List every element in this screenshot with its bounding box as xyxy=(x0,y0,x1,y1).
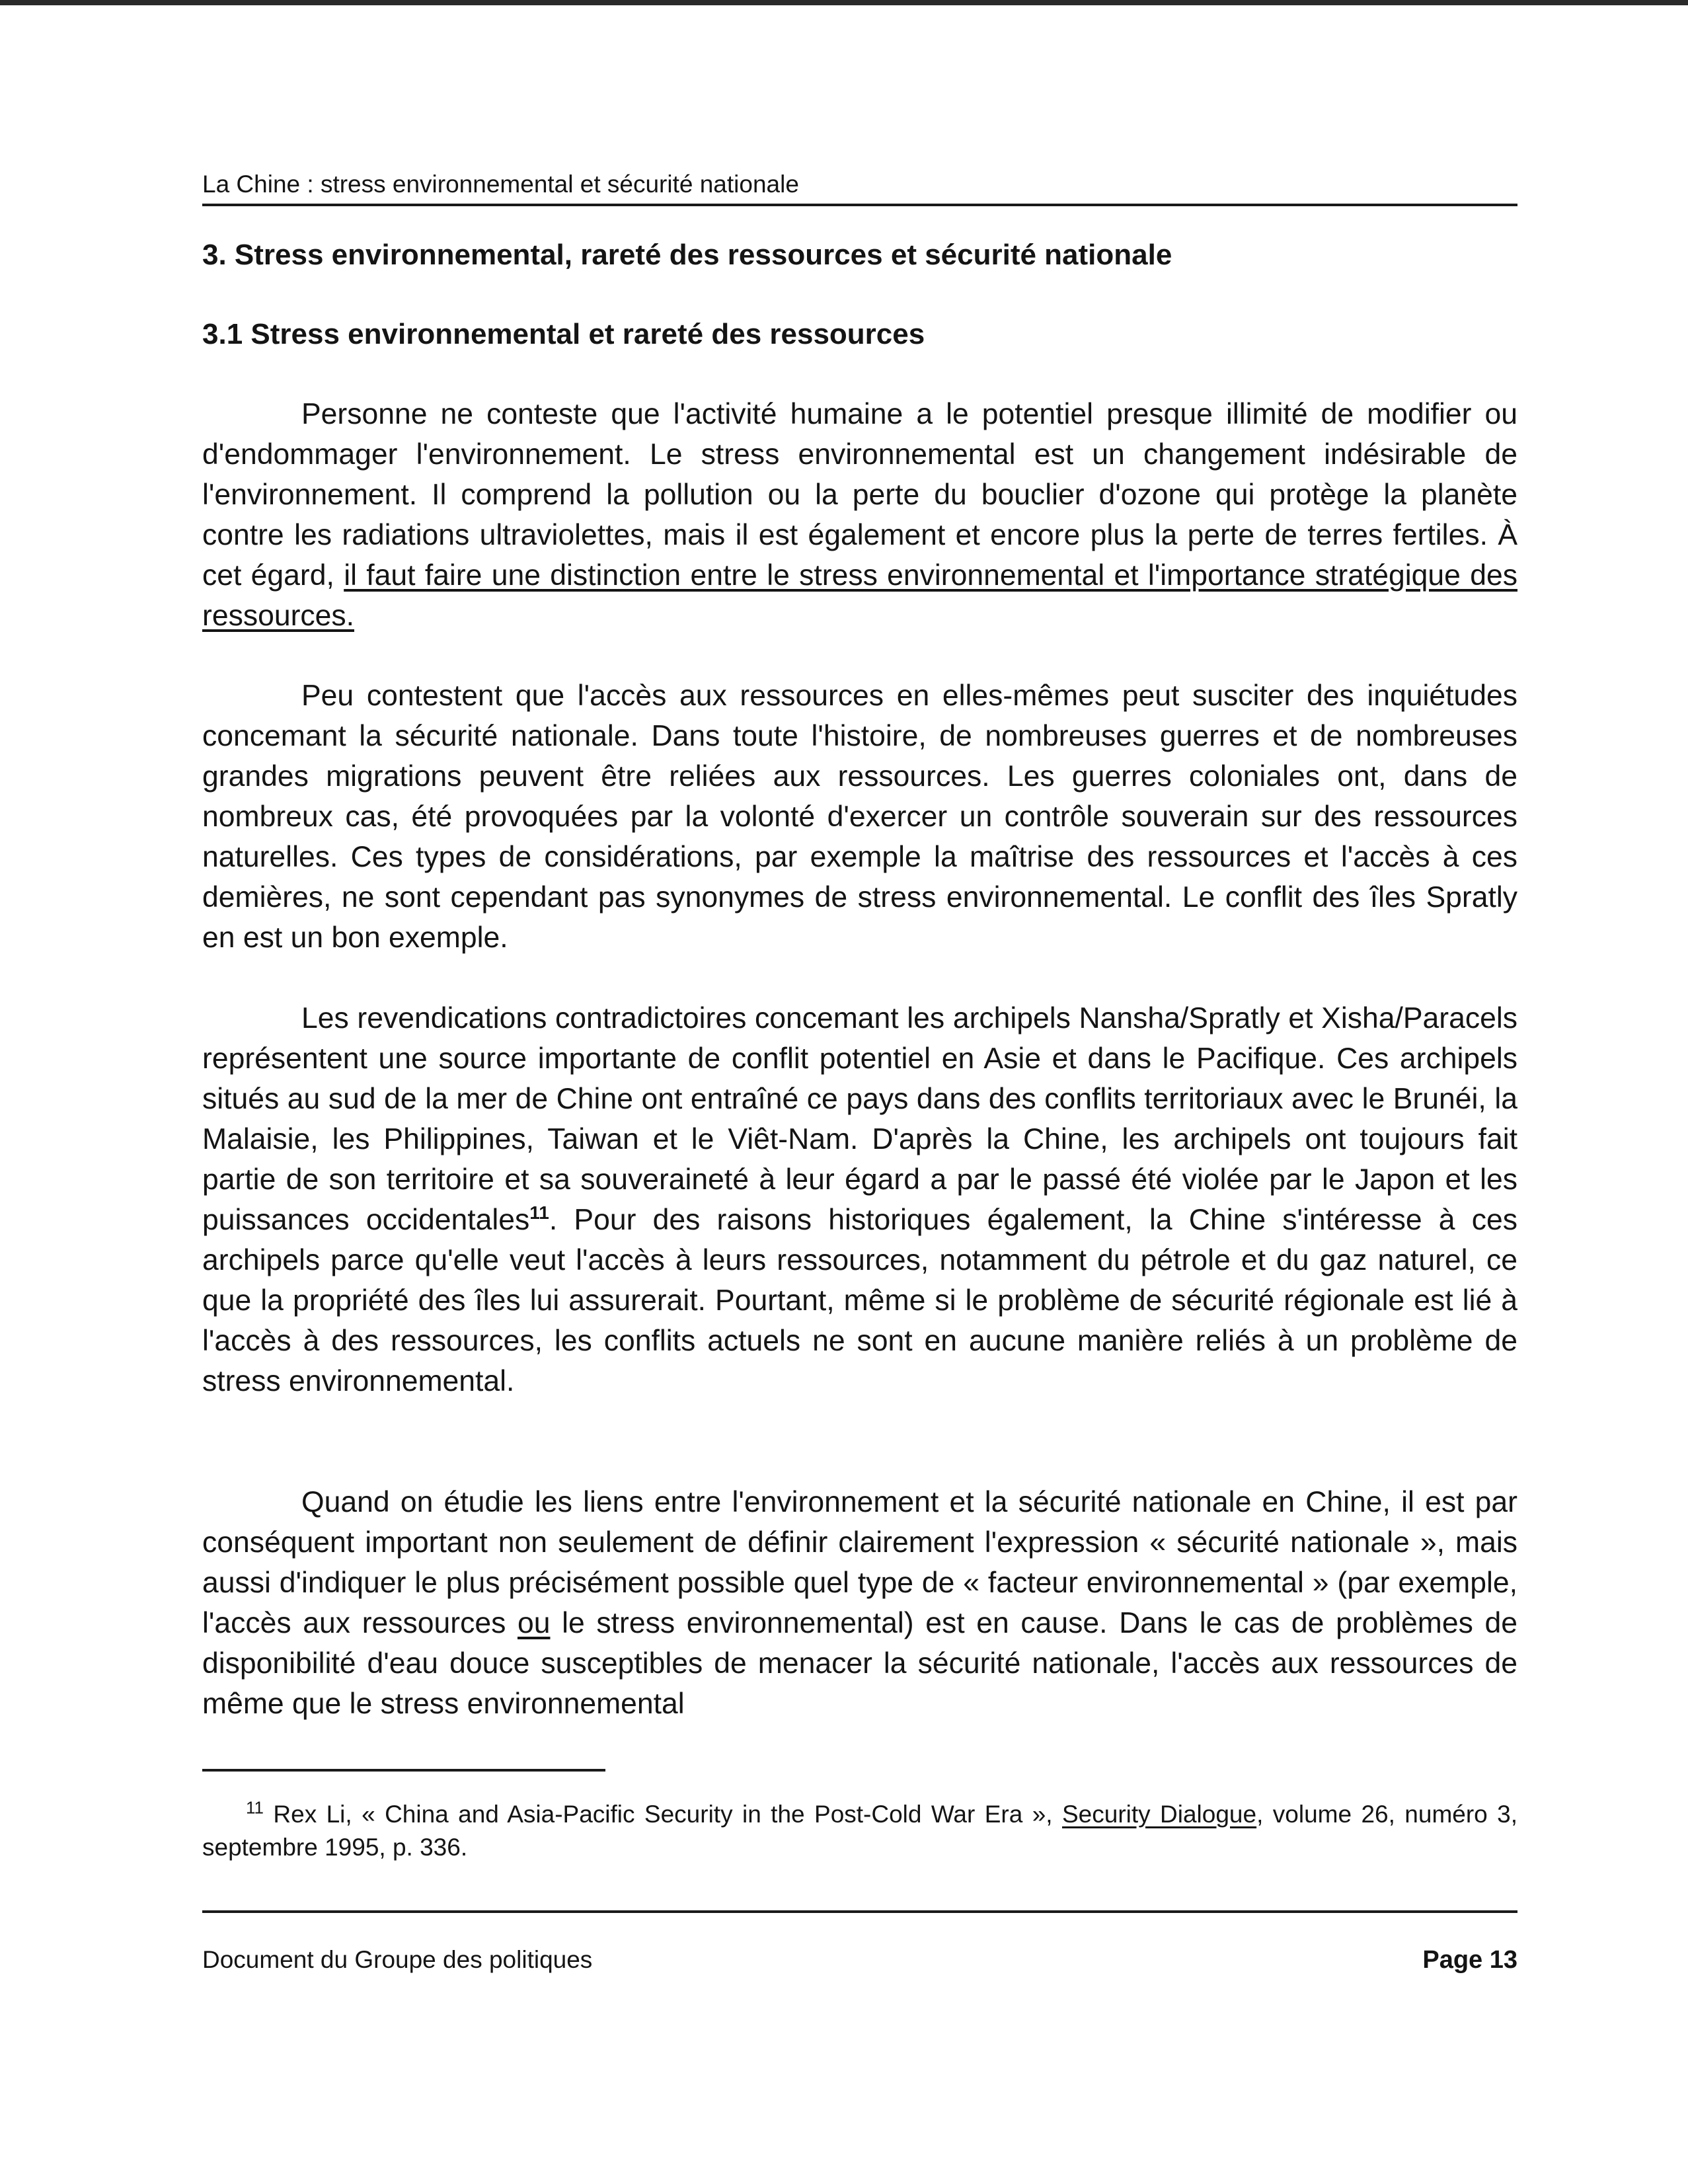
paragraph-1 xyxy=(202,394,1517,636)
footnote-text-a: Rex Li, « China and Asia-Pacific Security in the Post-Cold War Era », xyxy=(264,1801,1062,1828)
footnote-text-b: , volume 26, numéro 3, septembre 1995, p. 336. xyxy=(202,1801,1518,1861)
footnote-reference: 11 xyxy=(529,1202,549,1224)
paragraph-4-underlined: ou xyxy=(517,1607,551,1639)
page-number: Page 13 xyxy=(1422,1946,1517,1974)
subsection-heading: 3.1 Stress environnemental et rareté des ressources xyxy=(202,318,925,350)
section-heading: 3. Stress environnemental, rareté des ressources et sécurité nationale xyxy=(202,239,1172,271)
paragraph-2: Peu contestent que l'accès aux ressources en elles-mêmes peut susciter des inquiétudes concemant la sécurité nationale. Dans toute l'histoire, de nombreuses guerres et de nombreuses grandes migrations peuvent être reliées aux ressources. Les guerres coloniales ont, dans de nombreux cas, été provoquées par la volonté d'exercer un contrôle souverain sur des ressources naturelles. Ces types de considérations, par exemple la maîtrise des ressources et l'accès à ces demières, ne sont cependant pas synonymes de stress environnemental. Le conflit des îles Spratly en est un bon exemple. xyxy=(202,680,1517,954)
footnote-divider xyxy=(202,1769,605,1772)
footnote-journal: Security Dialogue xyxy=(1061,1801,1257,1828)
paragraph-3-text-a: Les revendications contradictoires concemant les archipels Nansha/Spratly et Xisha/Paracels représentent une source importante de conflit potentiel en Asie et dans le Pacifique. Ces archipels situés au sud de la mer de Chine ont entraîné ce pays dans des conflits territoriaux avec le Brunéi, la Malaisie, les Philippines, Taiwan et le Viêt-Nam. D'après la Chine, les archipels ont toujours fait partie de son territoire et sa souveraineté à leur égard a par le passé été violée par le Japon et les puissances occidentales xyxy=(202,1002,1517,1236)
paragraph-1-text: Personne ne conteste que l'activité humaine a le potentiel presque illimité de modifier ou d'endommager l'environnement. Le stress environnemental est un changement indésirable de l'environnement. Il comprend la pollution ou la perte du bouclier d'ozone qui protège la planète contre les radiations ultraviolettes, mais il est également et encore plus la perte de terres fertiles. À cet égard, xyxy=(202,398,1517,592)
paragraph-3 xyxy=(202,998,1517,1401)
paragraph-1-underlined: il faut faire une distinction entre le stress environnemental et l'importance stratégique des ressources. xyxy=(202,559,1517,632)
paragraph-4-text-a: Quand on étudie les liens entre l'environnement et la sécurité nationale en Chine, il est par conséquent important non seulement de définir clairement l'expression « sécurité nationale », mais aussi d'indiquer le plus précisément possible quel type de « facteur environnemental » (par exemple, l'accès aux ressources xyxy=(202,1486,1517,1639)
footer-divider xyxy=(202,1910,1517,1913)
footer-document-title: Document du Groupe des politiques xyxy=(202,1946,593,1973)
paragraph-4 xyxy=(202,1482,1517,1724)
footnote xyxy=(202,1798,1517,1864)
running-header: La Chine : stress environnemental et sécurité nationale xyxy=(202,169,1517,206)
paragraph-3-text-b: . Pour des raisons historiques également, la Chine s'intéresse à ces archipels parce qu'elle veut l'accès à leurs ressources, notamment du pétrole et du gaz naturel, ce que la propriété des îles lui assurerait. Pourtant, même si le problème de sécurité régionale est lié à l'accès à des ressources, les conflits actuels ne sont en aucune manière reliés à un problème de stress environnemental. xyxy=(202,1204,1517,1397)
document-page xyxy=(202,0,1517,2184)
paragraph-4-text-b: le stress environnemental) est en cause. Dans le cas de problèmes de disponibilité d'eau douce susceptibles de menacer la sécurité nationale, l'accès aux ressources de même que le stress environnemental xyxy=(202,1607,1517,1720)
footnote-number: 11 xyxy=(246,1797,264,1818)
